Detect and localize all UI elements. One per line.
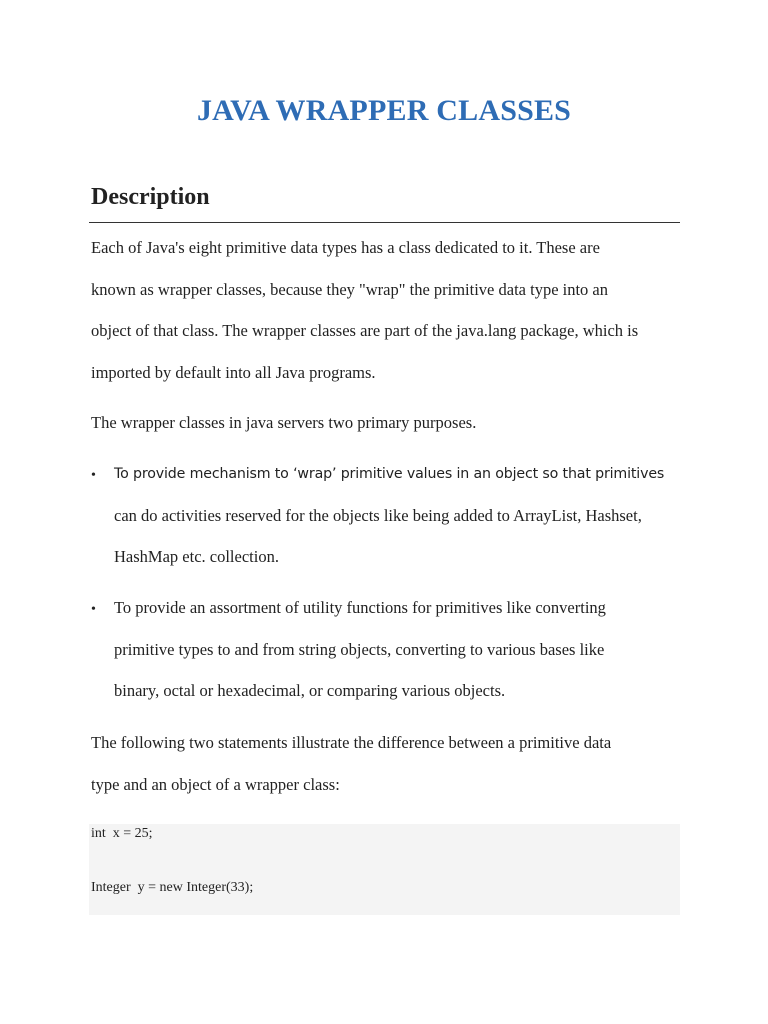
bullet-marker: • [91, 468, 96, 483]
intro-paragraph [91, 238, 691, 404]
bullet-line: primitive types to and from string objects, converting to various bases like [114, 639, 605, 659]
code-block [89, 824, 680, 915]
statements-line: type and an object of a wrapper class: [91, 774, 340, 794]
bullet-line: binary, octal or hexadecimal, or comparing various objects. [114, 681, 506, 700]
intro-line: object of that class. The wrapper classes are part of the java.lang package, which is [91, 321, 639, 340]
purposes-intro-text: The wrapper classes in java servers two primary purposes. [91, 413, 477, 432]
bullet-marker: • [91, 602, 96, 617]
intro-line: imported by default into all Java programs. [91, 362, 376, 382]
statements-line: The following two statements illustrate the difference between a primitive data [91, 733, 612, 752]
code-line-integer: Integer y = new Integer(33); [91, 880, 254, 895]
section-heading-description: Description [91, 184, 210, 210]
code-line-int: int x = 25; [91, 826, 153, 841]
bullet-line: To provide an assortment of utility functions for primitives like converting [114, 598, 606, 617]
intro-line: known as wrapper classes, because they "wrap" the primitive data type into an [91, 279, 609, 299]
heading-divider [89, 222, 680, 223]
page-title: JAVA WRAPPER CLASSES [196, 94, 572, 127]
bullet-line: can do activities reserved for the objects like being added to ArrayList, Hashset, [114, 505, 642, 525]
intro-line: Each of Java's eight primitive data types has a class dedicated to it. These are [91, 238, 600, 257]
statements-intro-paragraph [91, 733, 691, 816]
bullet-item-wrap-purpose [114, 464, 694, 589]
bullet-item-utility-purpose [114, 598, 694, 723]
bullet-line: HashMap etc. collection. [114, 547, 279, 566]
bullet-line: To provide mechanism to ‘wrap’ primitive values in an object so that primitives [114, 466, 665, 482]
